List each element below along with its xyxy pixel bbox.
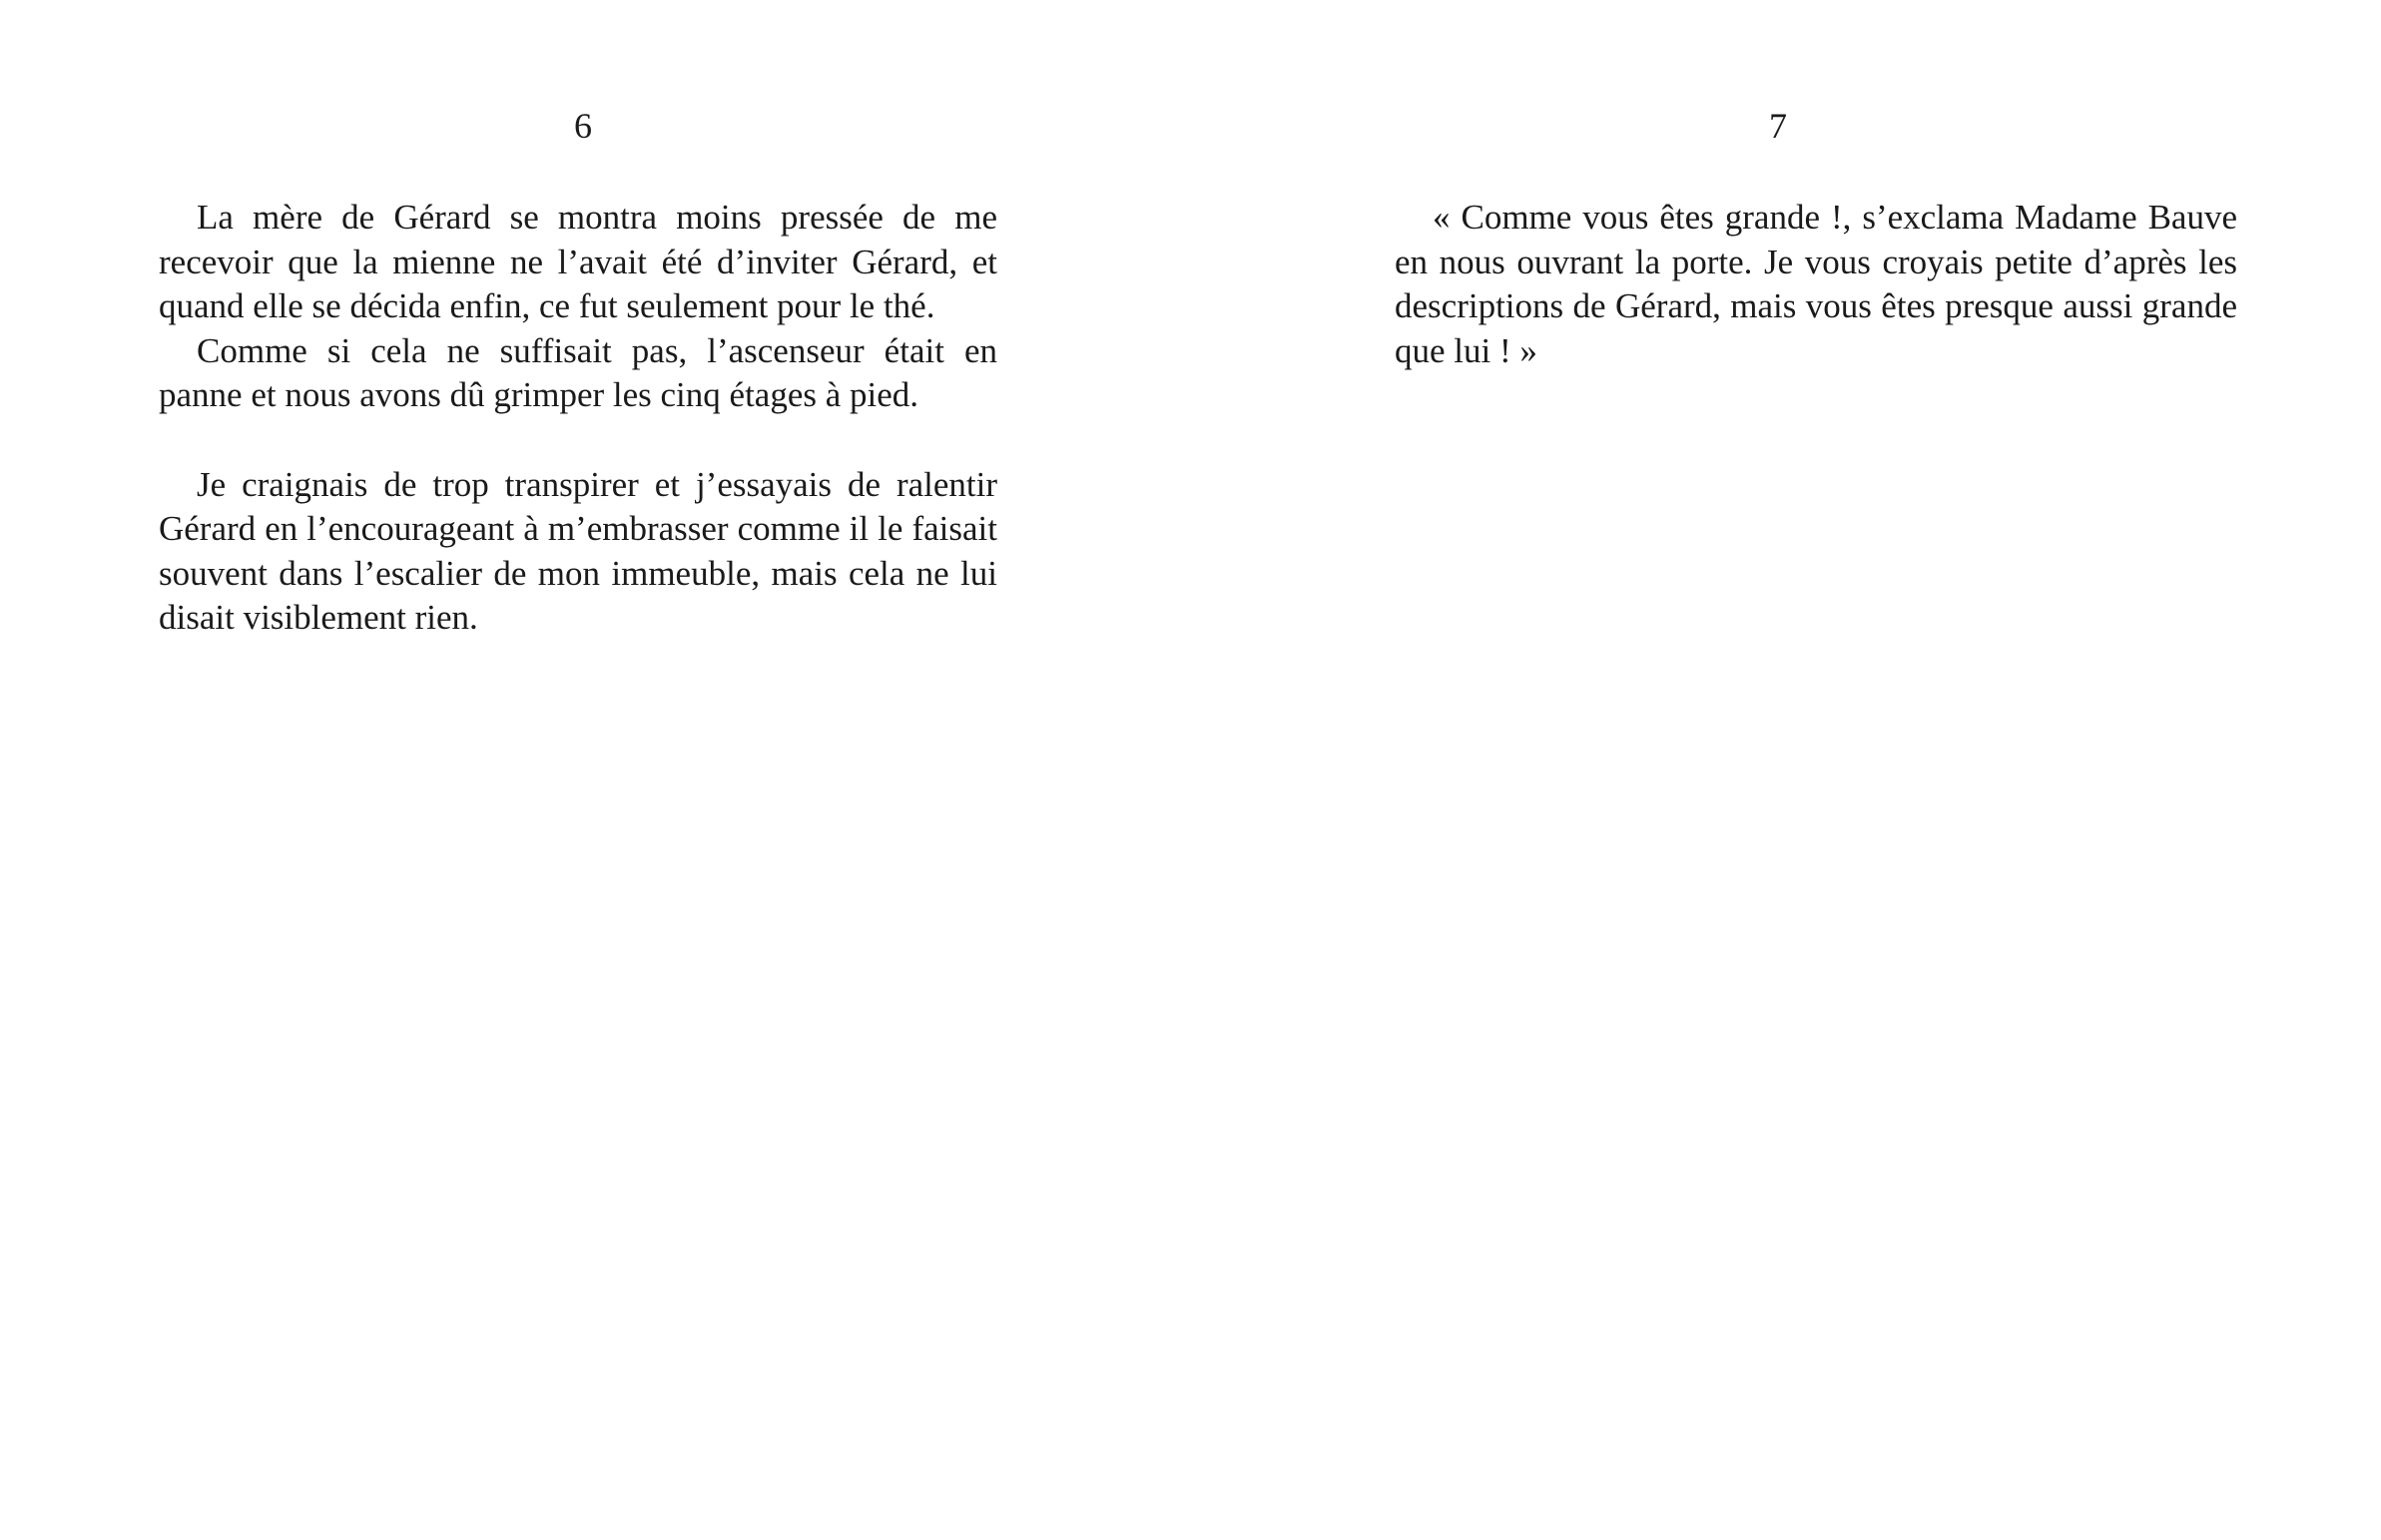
paragraph: Je craignais de trop transpirer et j’essayais de ralentir Gérard en l’encourageant à m’embrasser comme il le faisait souvent dans l’escalier de mon immeuble, mais cela ne lui disait visiblement rien. — [159, 464, 997, 638]
left-page — [0, 0, 1190, 1540]
paragraph: La mère de Gérard se montra moins pressée de me recevoir que la mienne ne l’avait été d’inviter Gérard, et quand elle se décida enfin, ce fut seulement pour le thé. — [159, 198, 997, 326]
left-page-text — [159, 196, 997, 641]
page-number-right: 7 — [1769, 106, 1787, 146]
page-number-left: 6 — [574, 106, 592, 146]
right-page — [1190, 0, 2380, 1540]
paragraph: « Comme vous êtes grande !, s’exclama Madame Bauve en nous ouvrant la porte. Je vous croyais petite d’après les descriptions de Gérard, mais vous êtes presque aussi grande que lui ! » — [1395, 198, 2237, 370]
paragraph: Comme si cela ne suffisait pas, l’ascenseur était en panne et nous avons dû grimper les cinq étages à pied. — [159, 330, 997, 415]
right-page-text — [1395, 196, 2237, 373]
section-break — [159, 418, 997, 463]
